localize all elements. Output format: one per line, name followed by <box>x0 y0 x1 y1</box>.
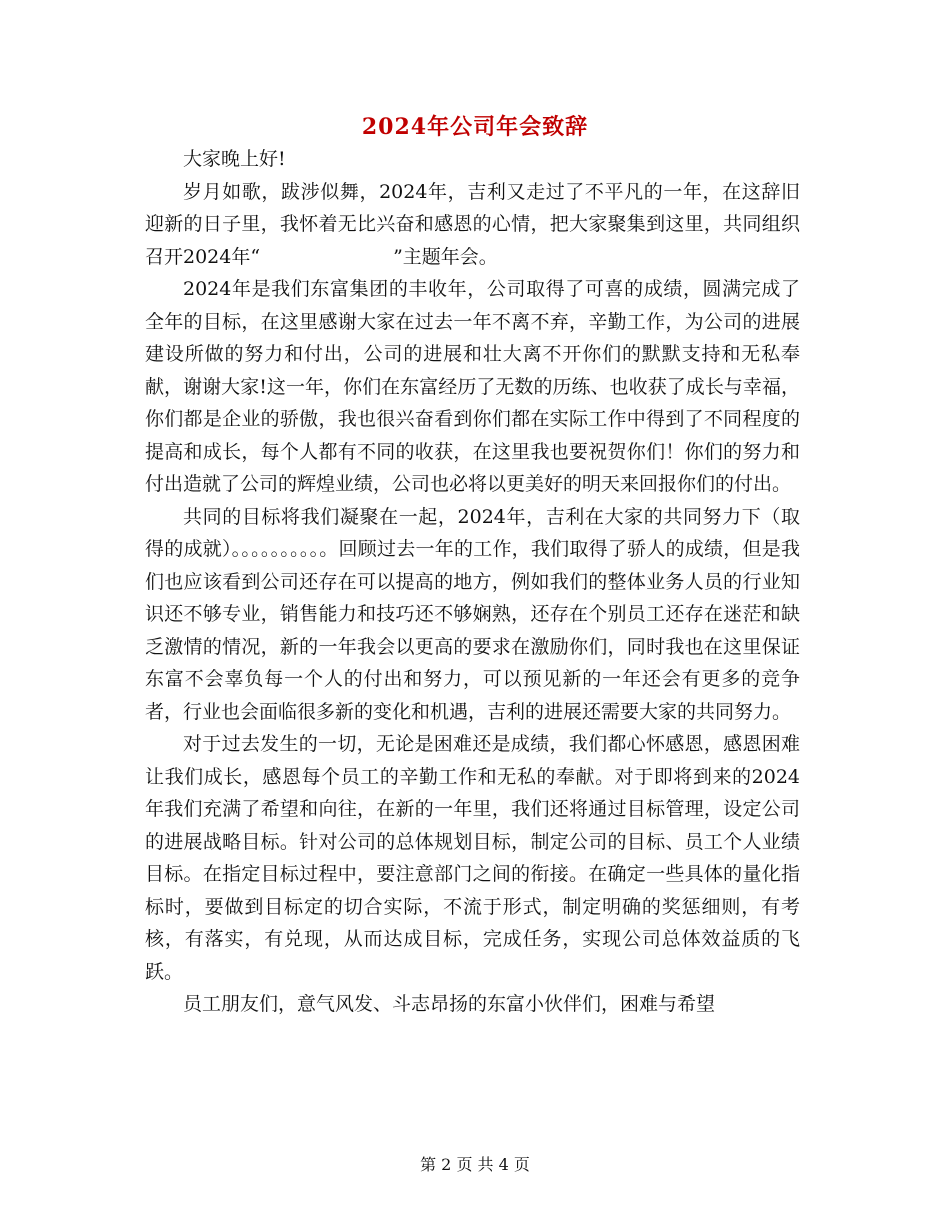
greeting-paragraph: 大家晚上好! <box>183 148 286 170</box>
paragraph-3: 共同的目标将我们凝聚在一起，2024年，吉利在大家的共同努力下（取得的成就）。。。。。。。。。。回顾过去一年的工作，我们取得了骄人的成绩，但是我们也应该看到公司还存在可以提高的地方，例如我们的整体业务人员的行业知识还不够专业，销售能力和技巧还不够娴熟，还存在个别员工还存在迷茫和缺乏激情的情况，新的一年我会以更高的要求在激励你们，同时我也在这里保证东富不会辜负每一个人的付出和努力，可以预见新的一年还会有更多的竞争者，行业也会面临很多新的变化和机遇，吉利的进展还需要大家的共同努力。 <box>145 505 800 723</box>
paragraph-1: 岁月如歌，跋涉似舞，2024年，吉利又走过了不平凡的一年，在这辞旧迎新的日子里，我怀着无比兴奋和感恩的心情，把大家聚集到这里，共同组织召开2024年“ ”主题年会。 <box>145 180 800 268</box>
document-title: 2024年公司年会致辞 <box>361 114 589 140</box>
page-number-footer: 第 2 页 共 4 页 <box>420 1155 530 1174</box>
document-body <box>145 143 800 1021</box>
paragraph-4: 对于过去发生的一切，无论是困难还是成绩，我们都心怀感恩，感恩困难让我们成长，感恩每个员工的辛勤工作和无私的奉献。对于即将到来的2024年我们充满了希望和向往，在新的一年里，我们还将通过目标管理，设定公司的进展战略目标。针对公司的总体规划目标，制定公司的目标、员工个人业绩目标。在指定目标过程中，要注意部门之间的衔接。在确定一些具体的量化指标时，要做到目标定的切合实际，不流于形式，制定明确的奖惩细则，有考核，有落实，有兑现，从而达成目标，完成任务，实现公司总体效益质的飞跃。 <box>145 733 800 983</box>
paragraph-5: 员工朋友们，意气风发、斗志昂扬的东富小伙伴们，困难与希望 <box>183 993 716 1015</box>
paragraph-2: 2024年是我们东富集团的丰收年，公司取得了可喜的成绩，圆满完成了全年的目标，在这里感谢大家在过去一年不离不弃，辛勤工作，为公司的进展建设所做的努力和付出，公司的进展和壮大离不开你们的默默支持和无私奉献，谢谢大家!这一年，你们在东富经历了无数的历练、也收获了成长与幸福，你们都是企业的骄傲，我也很兴奋看到你们都在实际工作中得到了不同程度的提高和成长，每个人都有不同的收获，在这里我也要祝贺你们！你们的努力和付出造就了公司的辉煌业绩，公司也必将以更美好的明天来回报你们的付出。 <box>145 278 800 495</box>
